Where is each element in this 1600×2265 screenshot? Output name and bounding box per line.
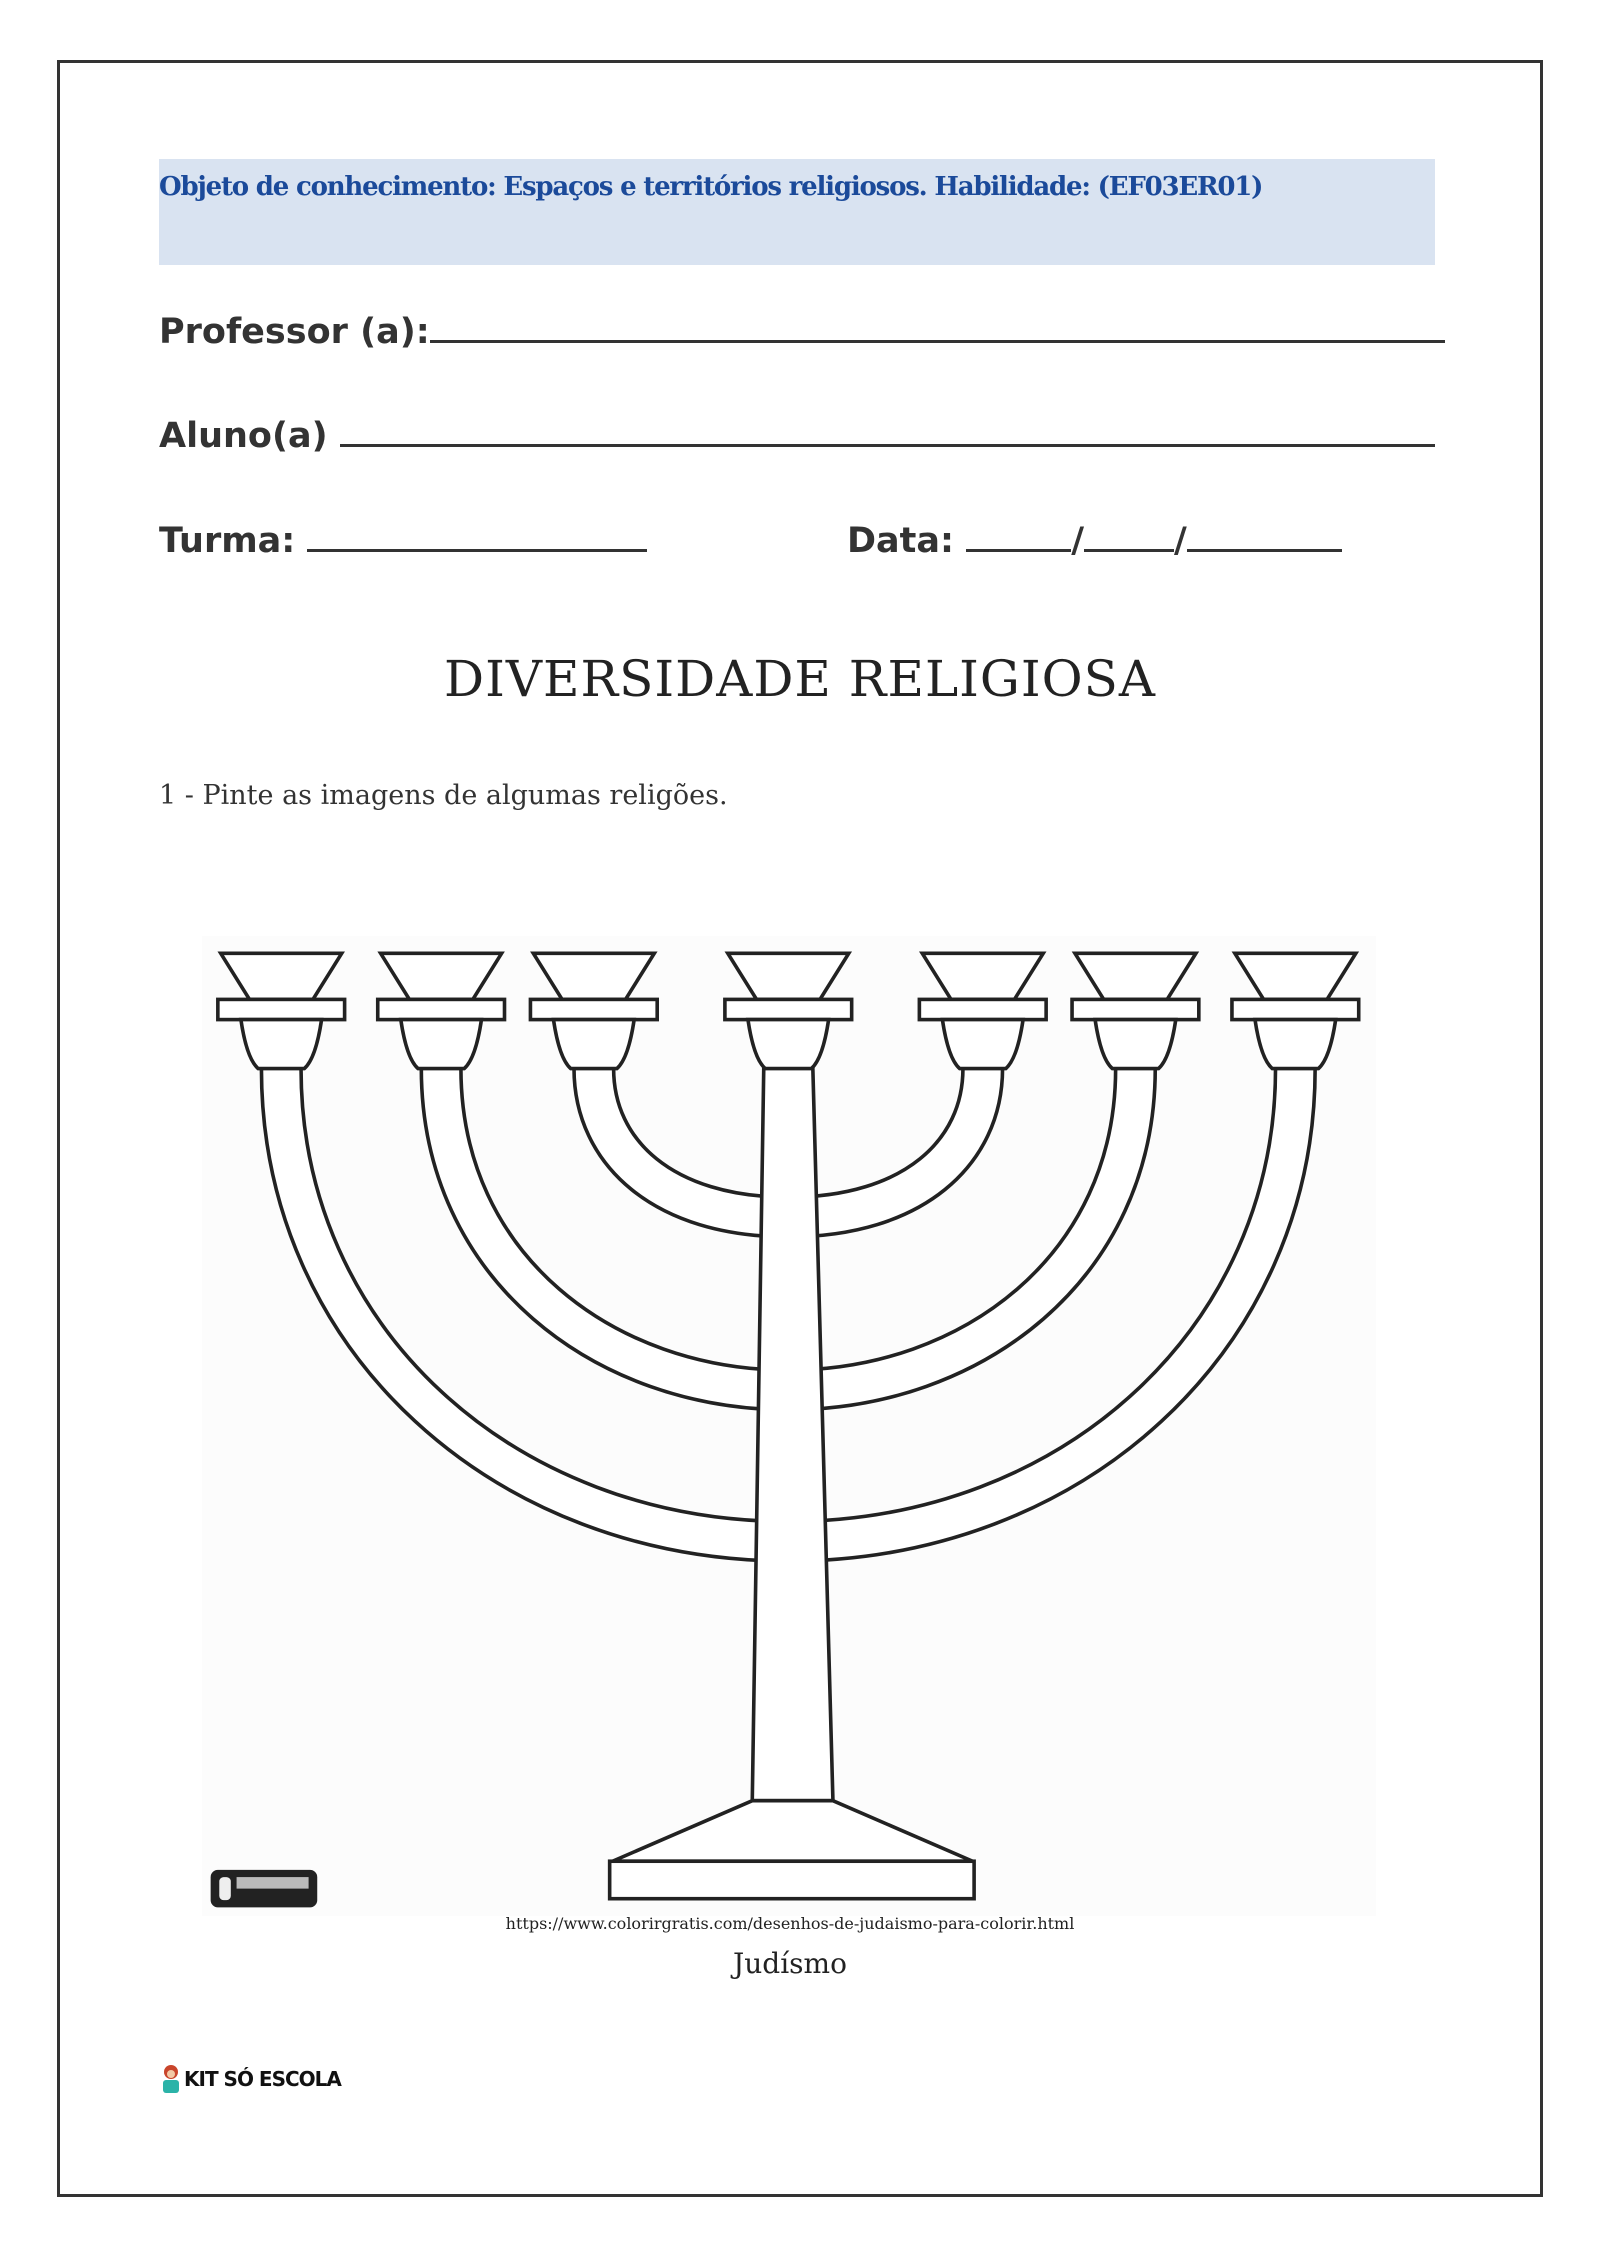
brand-logo: [161, 2064, 341, 2094]
teacher-label: Professor (a):: [159, 312, 430, 352]
menorah-image: [202, 936, 1376, 1916]
date-label: Data:: [847, 521, 955, 561]
class-label: Turma:: [159, 521, 296, 561]
student-field[interactable]: [159, 414, 1435, 456]
image-source-url[interactable]: [0, 1914, 1600, 1933]
date-separator: /: [1174, 521, 1187, 561]
student-label: Aluno(a): [159, 416, 328, 456]
image-caption: [0, 1947, 1600, 1980]
girl-reading-icon: [161, 2064, 181, 2094]
page-title: DIVERSIDADE RELIGIOSA: [444, 650, 1156, 708]
question-text: 1 - Pinte as imagens de algumas religões.: [159, 780, 728, 811]
teacher-field[interactable]: [159, 310, 1445, 352]
class-field[interactable]: [159, 519, 647, 561]
date-field[interactable]: [847, 519, 1342, 561]
brand-text: KIT SÓ ESCOLA: [184, 2067, 341, 2091]
caption-text: Judísmo: [733, 1947, 847, 1980]
date-separator: /: [1071, 521, 1085, 561]
objective-text: Objeto de conhecimento: Espaços e territórios religiosos. Habilidade: (EF03ER01): [159, 172, 1263, 202]
url-text: https://www.colorirgratis.com/desenhos-de-judaismo-para-colorir.html: [505, 1914, 1075, 1933]
